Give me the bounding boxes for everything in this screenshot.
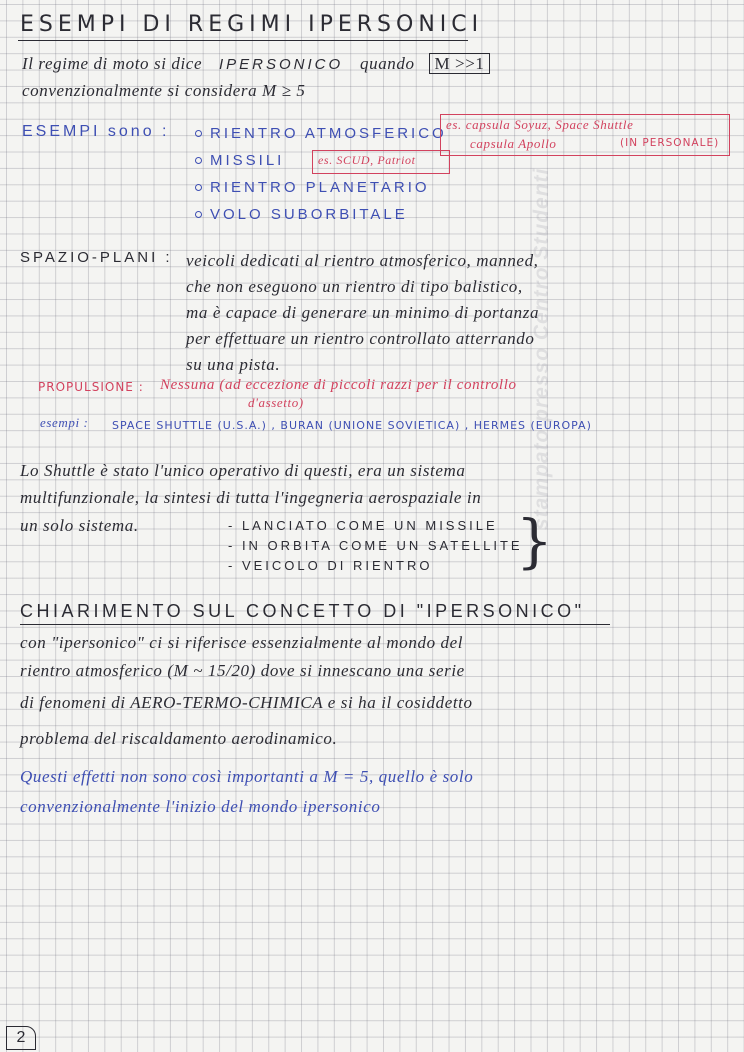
- shuttle-line: Lo Shuttle è stato l'unico operativo di questi, era un sistema: [20, 461, 466, 480]
- chiarimento-line: con "ipersonico" ci si riferisce essenzialmente al mondo del: [20, 633, 464, 652]
- mach-condition-box: M >>1: [429, 53, 489, 74]
- esempi-spazioplani-label: esempi :: [40, 415, 89, 430]
- chiarimento-blue-line: convenzionalmente l'inizio del mondo ipersonico: [20, 797, 381, 816]
- chiarimento-line: rientro atmosferico (M ~ 15/20) dove si innescano una serie: [20, 661, 465, 680]
- spazio-plani-label: SPAZIO-PLANI :: [20, 249, 173, 266]
- chiarimento-line: problema del riscaldamento aerodinamico.: [20, 729, 338, 748]
- note-missili: es. SCUD, Patriot: [318, 153, 416, 167]
- spazio-line: su una pista.: [186, 355, 281, 374]
- shuttle-list-item: - IN ORBITA COME UN SATELLITE: [228, 538, 523, 553]
- heading-underline: [20, 624, 610, 625]
- bullet-icon: [195, 184, 202, 191]
- esempio-item: VOLO SUBORBITALE: [210, 206, 408, 223]
- esempi-spazioplani-text: SPACE SHUTTLE (U.S.A.) , BURAN (UNIONE SOVIETICA) , HERMES (EUROPA): [112, 419, 592, 432]
- bullet-icon: [195, 211, 202, 218]
- chiarimento-heading: CHIARIMENTO SUL CONCETTO DI "IPERSONICO": [20, 601, 585, 621]
- intro-line-1: [22, 55, 490, 72]
- ipersonico-caps: IPERSONICO: [218, 56, 344, 73]
- shuttle-line: multifunzionale, la sintesi di tutta l'ingegneria aerospaziale in: [20, 488, 482, 507]
- note-rientro-paren: (IN PERSONALE): [620, 137, 720, 149]
- watermark: stampato presso Centro Studenti: [530, 167, 553, 530]
- spazio-line: che non eseguono un rientro di tipo balistico,: [186, 277, 523, 296]
- shuttle-list-item: - LANCIATO COME UN MISSILE: [228, 518, 498, 533]
- page-number: 2: [6, 1026, 36, 1050]
- esempio-item: RIENTRO ATMOSFERICO: [210, 125, 447, 142]
- shuttle-list-item: - VEICOLO DI RIENTRO: [228, 558, 433, 573]
- propulsione-label: PROPULSIONE :: [38, 380, 144, 394]
- bullet-icon: [195, 130, 202, 137]
- esempio-item: RIENTRO PLANETARIO: [210, 179, 430, 196]
- intro-quando: quando: [360, 54, 415, 73]
- spazio-line: ma è capace di generare un minimo di portanza: [186, 303, 540, 322]
- intro-text: Il regime di moto si dice: [22, 54, 203, 73]
- chiarimento-blue-line: Questi effetti non sono così importanti a M = 5, quello è solo: [20, 767, 474, 786]
- propulsione-text: Nessuna (ad eccezione di piccoli razzi per il controllo: [160, 377, 517, 393]
- note-rientro-line2: capsula Apollo: [470, 136, 557, 151]
- intro-line-2: convenzionalmente si considera M ≥ 5: [22, 81, 306, 100]
- propulsione-text-2: d'assetto): [248, 395, 304, 410]
- spazio-line: per effettuare un rientro controllato atterrando: [186, 329, 535, 348]
- title-underline: [18, 40, 468, 41]
- esempio-item: MISSILI: [210, 152, 285, 169]
- bullet-icon: [195, 157, 202, 164]
- note-rientro-line1: es. capsula Soyuz, Space Shuttle: [446, 117, 634, 132]
- spazio-line: veicoli dedicati al rientro atmosferico, manned,: [186, 251, 539, 270]
- shuttle-line: un solo sistema.: [20, 516, 139, 535]
- brace-icon: }: [516, 507, 553, 575]
- chiarimento-line: di fenomeni di AERO-TERMO-CHIMICA e si ha il cosiddetto: [20, 693, 473, 712]
- page-title: ESEMPI DI REGIMI IPERSONICI: [20, 12, 484, 37]
- esempi-label: ESEMPI sono :: [22, 123, 170, 140]
